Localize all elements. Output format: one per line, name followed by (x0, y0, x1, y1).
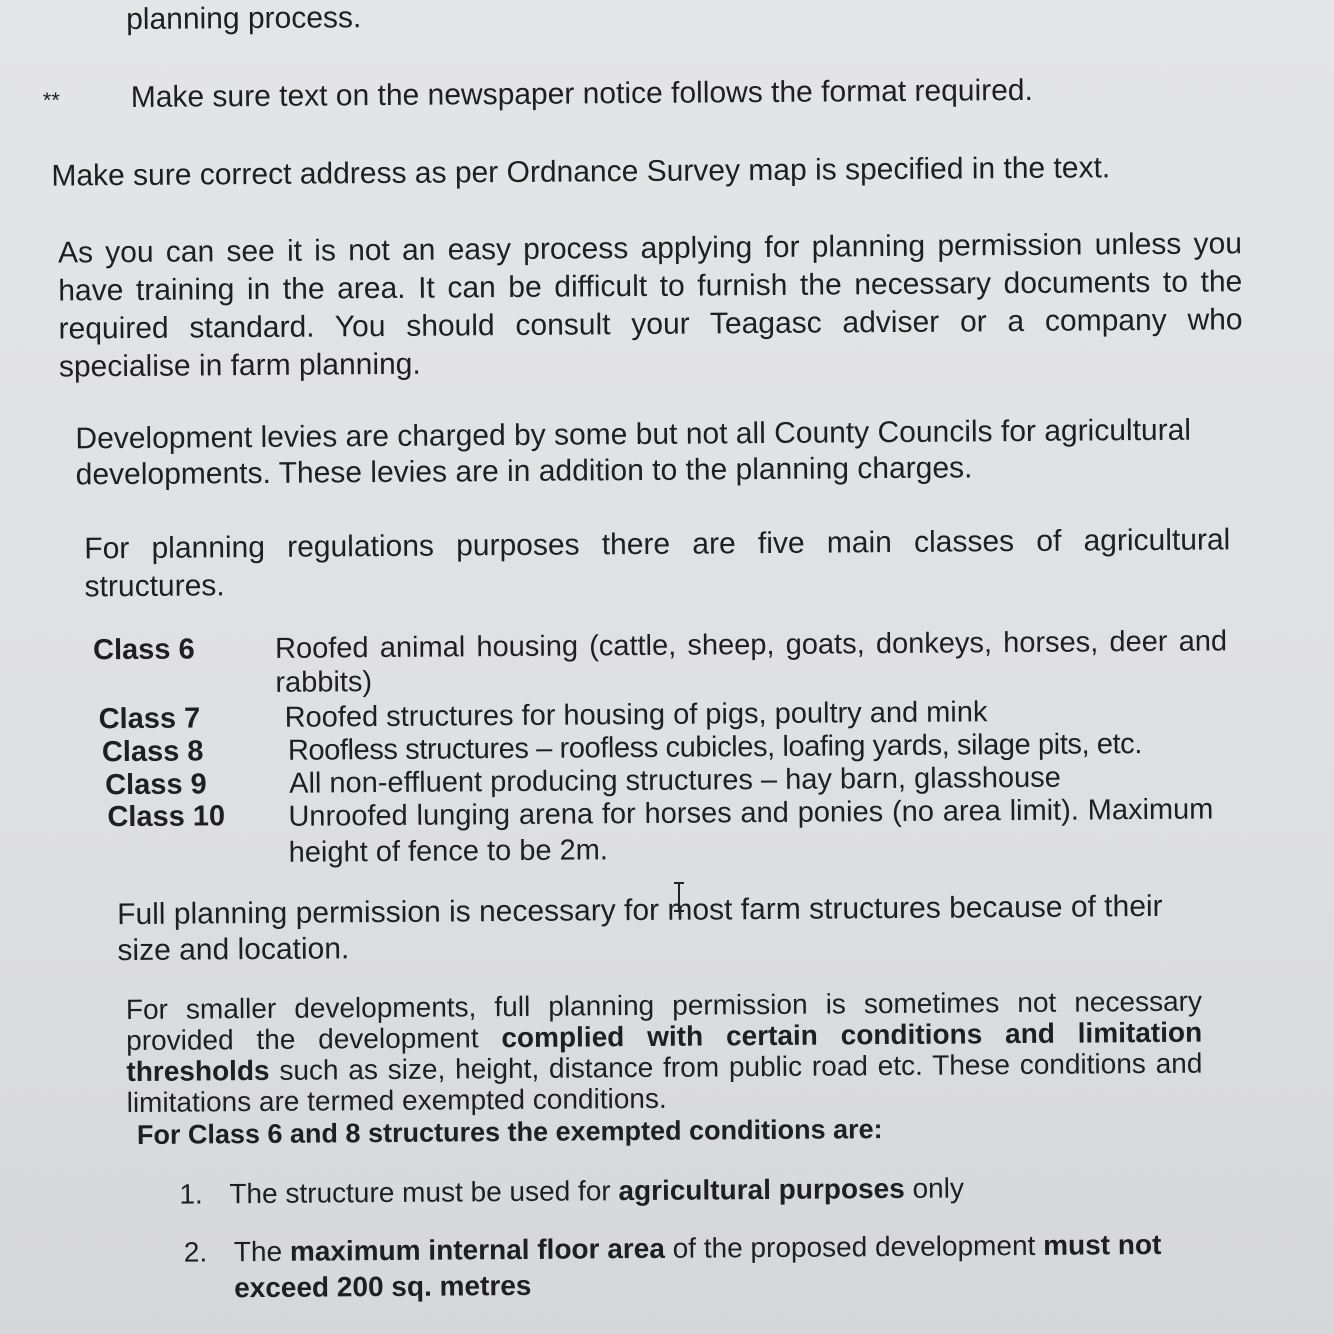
exempt-heading: For Class 6 and 8 structures the exempted conditions are: (136, 1114, 883, 1150)
condition-bold: agricultural purposes (618, 1172, 905, 1207)
condition-number: 2. (183, 1236, 208, 1268)
condition-pre: The structure must be used for (229, 1175, 619, 1210)
condition-post: of the proposed development (664, 1229, 1044, 1264)
text-cursor-icon (672, 882, 686, 912)
condition-item (184, 1227, 1201, 1307)
para-classes: For planning regulations purposes there are five main classes of agricultural structures. (84, 523, 1231, 604)
class-desc: Roofed structures for housing of pigs, poultry and mink (284, 696, 988, 734)
bullet-newspaper-notice: Make sure text on the newspaper notice follows the format required. (130, 73, 1034, 114)
condition-bold-2: must not exceed 200 sq. metres (233, 1228, 1162, 1304)
para-levies: Development levies are charged by some but not all County Councils for agricultural developments. These levies are in addition to the planning charges. (75, 413, 1192, 492)
class-label: Class 9 (105, 768, 207, 802)
para-smaller-part1: For smaller developments, full planning permission is sometimes not necessary provided the development (125, 985, 1203, 1057)
condition-text (229, 1170, 964, 1212)
condition-text (234, 1227, 1201, 1307)
class-label: Class 6 (92, 633, 195, 667)
condition-bold: maximum internal floor area (289, 1232, 665, 1267)
class-desc: Roofed animal housing (cattle, sheep, goats, donkeys, horses, deer and rabbits) (274, 625, 1228, 699)
para-smaller-part2: such as size, height, distance from public road etc. These conditions and limitations are termed exempted conditions. (126, 1047, 1203, 1119)
top-line: planning process. (126, 1, 362, 37)
class-row (93, 624, 1227, 701)
class-desc: Unroofed lunging arena for horses and ponies (no area limit). Maximum height of fence to be 2m. (288, 793, 1214, 869)
condition-pre: The (233, 1235, 290, 1268)
condition-post: only (904, 1172, 964, 1204)
condition-item (179, 1169, 1199, 1213)
para-smaller-bold: complied with certain conditions and limitation thresholds (126, 1016, 1203, 1088)
para-process: As you can see it is not an easy process applying for planning permission unless you have training in the area. It can be difficult to furnish the necessary documents to the required standard. You should consult your Teagasc adviser or a company who specialise in farm planning. (57, 227, 1243, 384)
class-row (107, 791, 1214, 872)
para-smaller-developments (126, 986, 1203, 1118)
para-full-permission: Full planning permission is necessary for most farm structures because of their size and location. (117, 889, 1163, 968)
bullet-marker: ** (42, 87, 61, 113)
class-label: Class 7 (98, 702, 201, 736)
address-line: Make sure correct address as per Ordnance Survey map is specified in the text. (51, 151, 1111, 193)
class-desc: Roofless structures – roofless cubicles, loafing yards, silage pits, etc. (287, 728, 1143, 767)
class-label: Class 8 (101, 735, 204, 769)
condition-number: 1. (179, 1178, 203, 1210)
class-desc: All non-effluent producing structures – hay barn, glasshouse (289, 761, 1061, 800)
class-label: Class 10 (107, 800, 226, 834)
